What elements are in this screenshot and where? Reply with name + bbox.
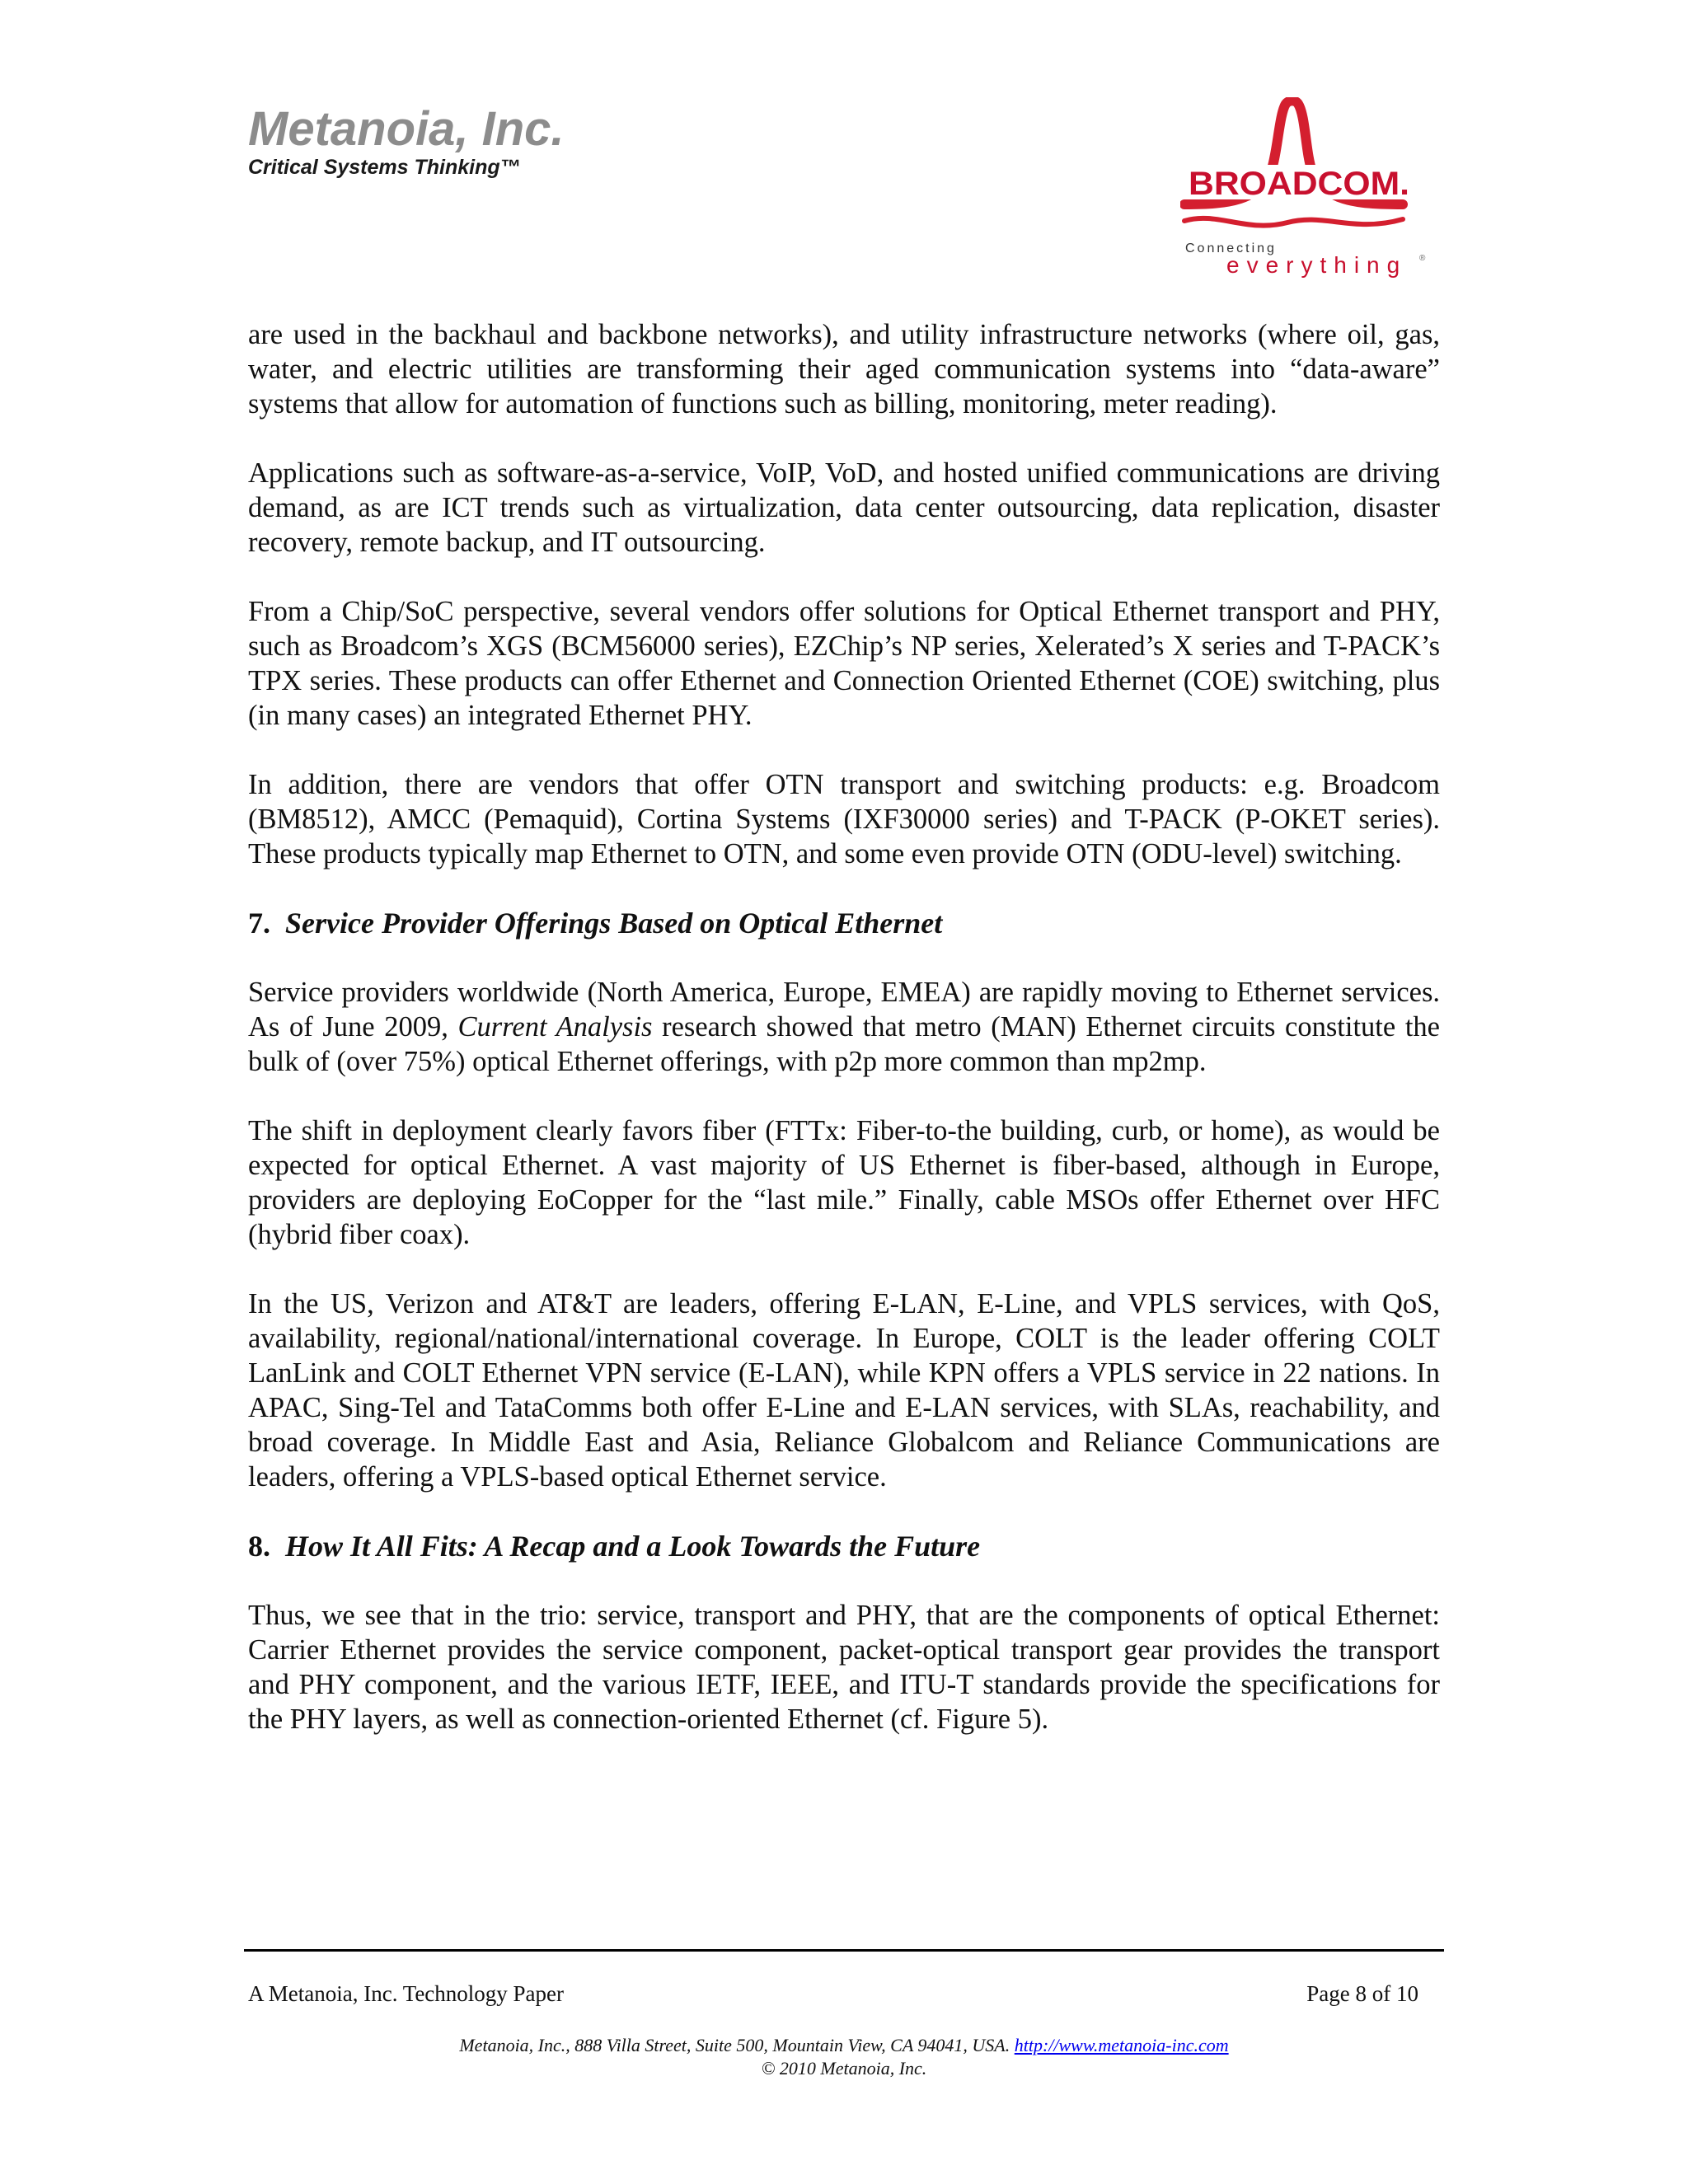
section-8-heading <box>248 1529 1440 1563</box>
broadcom-logo-graphic <box>1180 97 1444 287</box>
footer-page-number: Page 8 of 10 <box>1306 1981 1418 2006</box>
section-8-title: How It All Fits: A Recap and a Look Towards the Future <box>285 1530 981 1563</box>
broadcom-logo <box>1180 97 1444 287</box>
paragraph-service-providers <box>248 975 1440 1079</box>
sp-text-before: Service providers worldwide (North America, Europe, EMEA) are rapidly moving to Ethernet services. As of June 2009, <box>248 977 1440 1043</box>
current-analysis-italic: Current Analysis <box>457 1011 653 1043</box>
section-7-number: 7. <box>248 907 270 940</box>
document-body <box>248 317 1440 1736</box>
paragraph-recap: Thus, we see that in the trio: service, transport and PHY, that are the components of optical Ethernet: Carrier Ethernet provides the service component, packet-optical transport gear provides the transport and PHY component, and the various IETF, IEEE, and ITU-T standards provide the specifications for the PHY layers, as well as connection-oriented Ethernet (cf. Figure 5). <box>248 1600 1440 1735</box>
footer-divider <box>244 1949 1444 1952</box>
footer-address-block <box>0 2034 1688 2080</box>
company-name: Metanoia, Inc. <box>248 102 565 156</box>
section-7-heading <box>248 906 1440 940</box>
footer-website-link[interactable]: http://www.metanoia-inc.com <box>1014 2035 1229 2055</box>
paragraph-continuation: are used in the backhaul and backbone networks), and utility infrastructure networks (where oil, gas, water, and electric utilities are transforming their aged communication systems into “data-aware” systems that allow for automation of functions such as billing, monitoring, meter reading). <box>248 319 1440 419</box>
broadcom-wordmark: BROADCOM. <box>1189 166 1409 202</box>
section-7-title: Service Provider Offerings Based on Optical Ethernet <box>285 907 943 940</box>
company-tagline: Critical Systems Thinking™ <box>248 156 521 179</box>
metanoia-logo <box>248 102 565 180</box>
broadcom-registered-mark: ® <box>1419 254 1426 263</box>
footer-address-line <box>0 2034 1688 2057</box>
footer-paper-label: A Metanoia, Inc. Technology Paper <box>248 1981 565 2006</box>
footer-address-text: Metanoia, Inc., 888 Villa Street, Suite 500, Mountain View, CA 94041, USA. <box>459 2035 1015 2055</box>
footer-copyright: © 2010 Metanoia, Inc. <box>761 2058 927 2079</box>
sp-text-after: research showed that metro (MAN) Ethernet circuits constitute the bulk of (over 75%) optical Ethernet offerings, with p2p more common than mp2mp. <box>248 1011 1440 1077</box>
broadcom-everything: everything <box>1226 252 1408 278</box>
broadcom-connecting: Connecting <box>1185 241 1277 255</box>
paragraph-fiber-shift: The shift in deployment clearly favors fiber (FTTx: Fiber-to-the building, curb, or home), as would be expected for optical Ethernet. A vast majority of US Ethernet is fiber-based, although in Europe, providers are deploying EoCopper for the “last mile.” Finally, cable MSOs offer Ethernet over HFC (hybrid fiber coax). <box>248 1115 1440 1250</box>
paragraph-regional-leaders: In the US, Verizon and AT&T are leaders, offering E-LAN, E-Line, and VPLS services, with QoS, availability, regional/national/international coverage. In Europe, COLT is the leader offering COLT LanLink and COLT Ethernet VPN service (E-LAN), while KPN offers a VPLS service in 22 nations. In APAC, Sing-Tel and TataComms both offer E-Line and E-LAN services, with SLAs, reachability, and broad coverage. In Middle East and Asia, Reliance Globalcom and Reliance Communications are leaders, offering a VPLS-based optical Ethernet service. <box>248 1288 1440 1493</box>
paragraph-chip-soc: From a Chip/SoC perspective, several vendors offer solutions for Optical Ethernet transport and PHY, such as Broadcom’s XGS (BCM56000 series), EZChip’s NP series, Xelerated’s X series and T-PACK’s TPX series. These products can offer Ethernet and Connection Oriented Ethernet (COE) switching, plus (in many cases) an integrated Ethernet PHY. <box>248 596 1440 731</box>
paragraph-applications: Applications such as software-as-a-service, VoIP, VoD, and hosted unified communications are driving demand, as are ICT trends such as virtualization, data center outsourcing, data replication, disaster recovery, remote backup, and IT outsourcing. <box>248 457 1440 558</box>
section-8-number: 8. <box>248 1530 270 1563</box>
paragraph-otn-vendors: In addition, there are vendors that offer OTN transport and switching products: e.g. Broadcom (BM8512), AMCC (Pemaquid), Cortina Systems (IXF30000 series) and T-PACK (P-OKET series). These products typically map Ethernet to OTN, and some even provide OTN (ODU-level) switching. <box>248 769 1440 869</box>
